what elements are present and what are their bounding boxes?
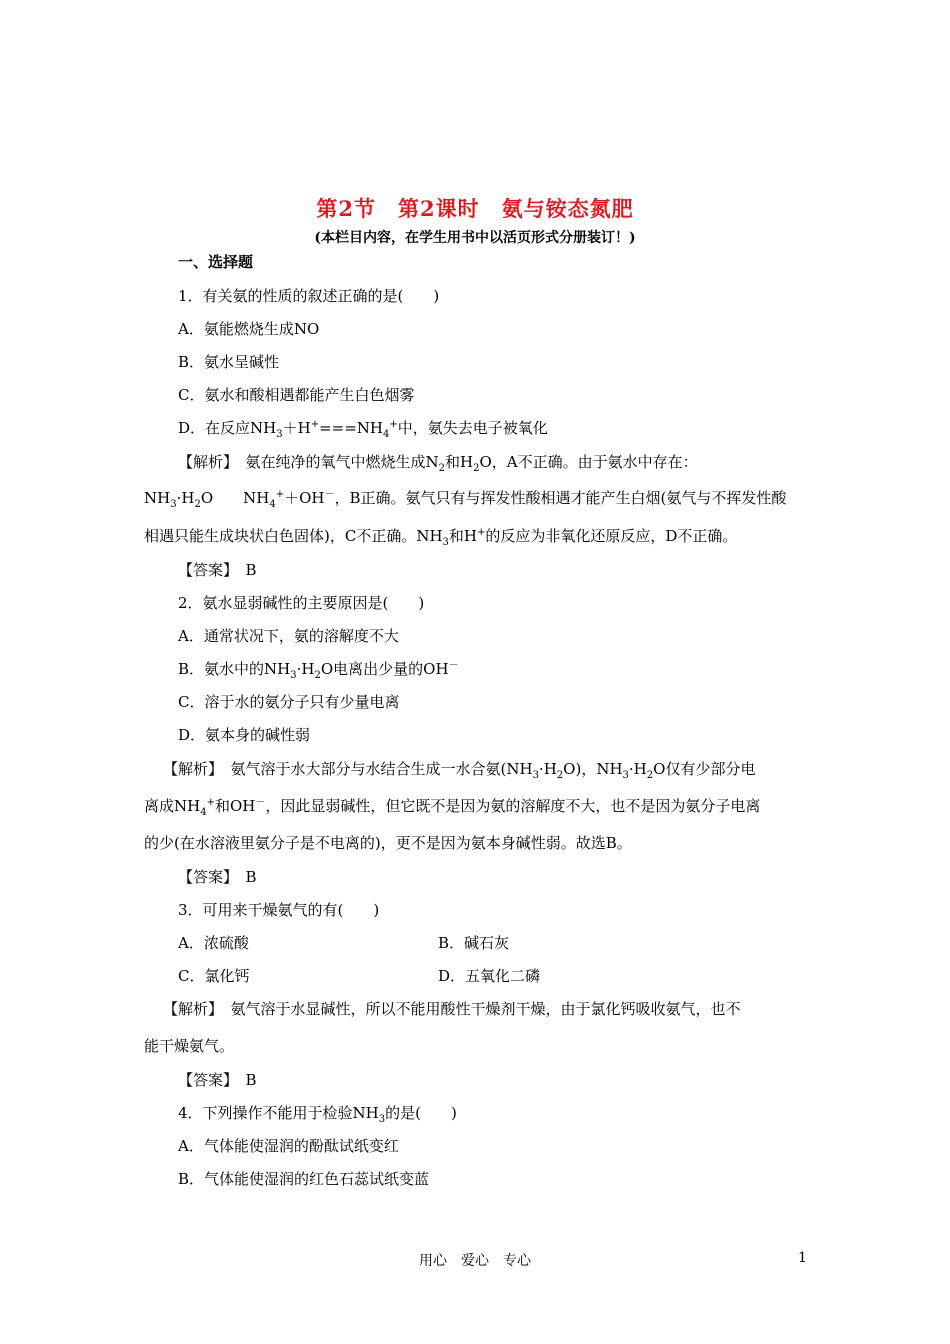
q2-explanation-line3: 的少(在水溶液里氨分子是不电离的)，更不是因为氨本身碱性弱。故选B。 bbox=[144, 834, 632, 852]
q2-explanation-line2: 离成$NH_4^+$和OH－，因此显弱碱性，但它既不是因为氨的溶解度不大，也不是因为氨分子电离 bbox=[144, 797, 761, 818]
page-title: 第2节 第2课时 氨与铵态氮肥 bbox=[316, 196, 634, 221]
q3-option-b: B．碱石灰 bbox=[438, 934, 510, 952]
q1-explanation-line3: 相遇只能生成块状白色固体)，C不正确。$NH_3$和H+的反应为非氧化还原反应，D不正确。 bbox=[144, 527, 738, 548]
q2-option-c: C．溶于水的氨分子只有少量电离 bbox=[178, 693, 400, 711]
page-footer: 用心 爱心 专心 bbox=[419, 1253, 531, 1269]
q3-option-c: C．氯化钙 bbox=[178, 967, 250, 985]
q3-explanation-line1: 【解析】 氨气溶于水显碱性，所以不能用酸性干燥剂干燥，由于氯化钙吸收氨气，也不 bbox=[163, 1000, 741, 1018]
q4-stem: 4．下列操作不能用于检验$NH_3$的是( ) bbox=[178, 1104, 457, 1125]
q2-option-b: B．氨水中的$NH_3\cdot H_2O$电离出少量的OH－ bbox=[178, 660, 459, 681]
q1-explanation-line1: 【解析】 氨在纯净的氧气中燃烧生成$N_2$和$H_2O$，A不正确。由于氨水中存在： bbox=[178, 453, 698, 474]
q2-stem: 2．氨水显弱碱性的主要原因是( ) bbox=[178, 594, 425, 612]
q2-answer: 【答案】 B bbox=[178, 868, 257, 886]
q1-option-b: B．氨水呈碱性 bbox=[178, 353, 280, 371]
q2-option-a: A．通常状况下，氨的溶解度不大 bbox=[178, 627, 399, 645]
q1-explanation-line2: $NH_3\cdot H_2O$ $NH_4^++OH^-$，B正确。氨气只有与挥发性酸相遇才能产生白烟(氨气与不挥发性酸 bbox=[144, 489, 787, 510]
section-heading: 一、选择题 bbox=[178, 253, 254, 271]
q4-option-b: B．气体能使湿润的红色石蕊试纸变蓝 bbox=[178, 1170, 430, 1188]
q1-stem: 1．有关氨的性质的叙述正确的是( ) bbox=[178, 287, 440, 305]
q1-option-c: C．氨水和酸相遇都能产生白色烟雾 bbox=[178, 386, 415, 404]
q1-option-d: D．在反应$NH_3+H^+===NH_4^+$中，氨失去电子被氧化 bbox=[178, 419, 548, 440]
q2-option-d: D．氨本身的碱性弱 bbox=[178, 726, 311, 744]
q3-option-a: A．浓硫酸 bbox=[178, 934, 249, 952]
q3-option-d: D．五氧化二磷 bbox=[438, 967, 541, 985]
q2-explanation-line1: 【解析】 氨气溶于水大部分与水结合生成一水合氨$(NH_3\cdot H_2O)$，$NH_3\cdot H_2O$仅有少部分电 bbox=[163, 760, 756, 781]
page-subtitle: (本栏目内容，在学生用书中以活页形式分册装订！) bbox=[314, 230, 636, 246]
q4-option-a: A．气体能使湿润的酚酞试纸变红 bbox=[178, 1137, 399, 1155]
q1-answer: 【答案】 B bbox=[178, 561, 257, 579]
q3-stem: 3．可用来干燥氨气的有( ) bbox=[178, 901, 380, 919]
q3-explanation-line2: 能干燥氨气。 bbox=[144, 1037, 235, 1055]
page-number: 1 bbox=[798, 1250, 807, 1266]
q1-option-a: A．氨能燃烧生成NO bbox=[178, 320, 320, 338]
q3-answer: 【答案】 B bbox=[178, 1071, 257, 1089]
